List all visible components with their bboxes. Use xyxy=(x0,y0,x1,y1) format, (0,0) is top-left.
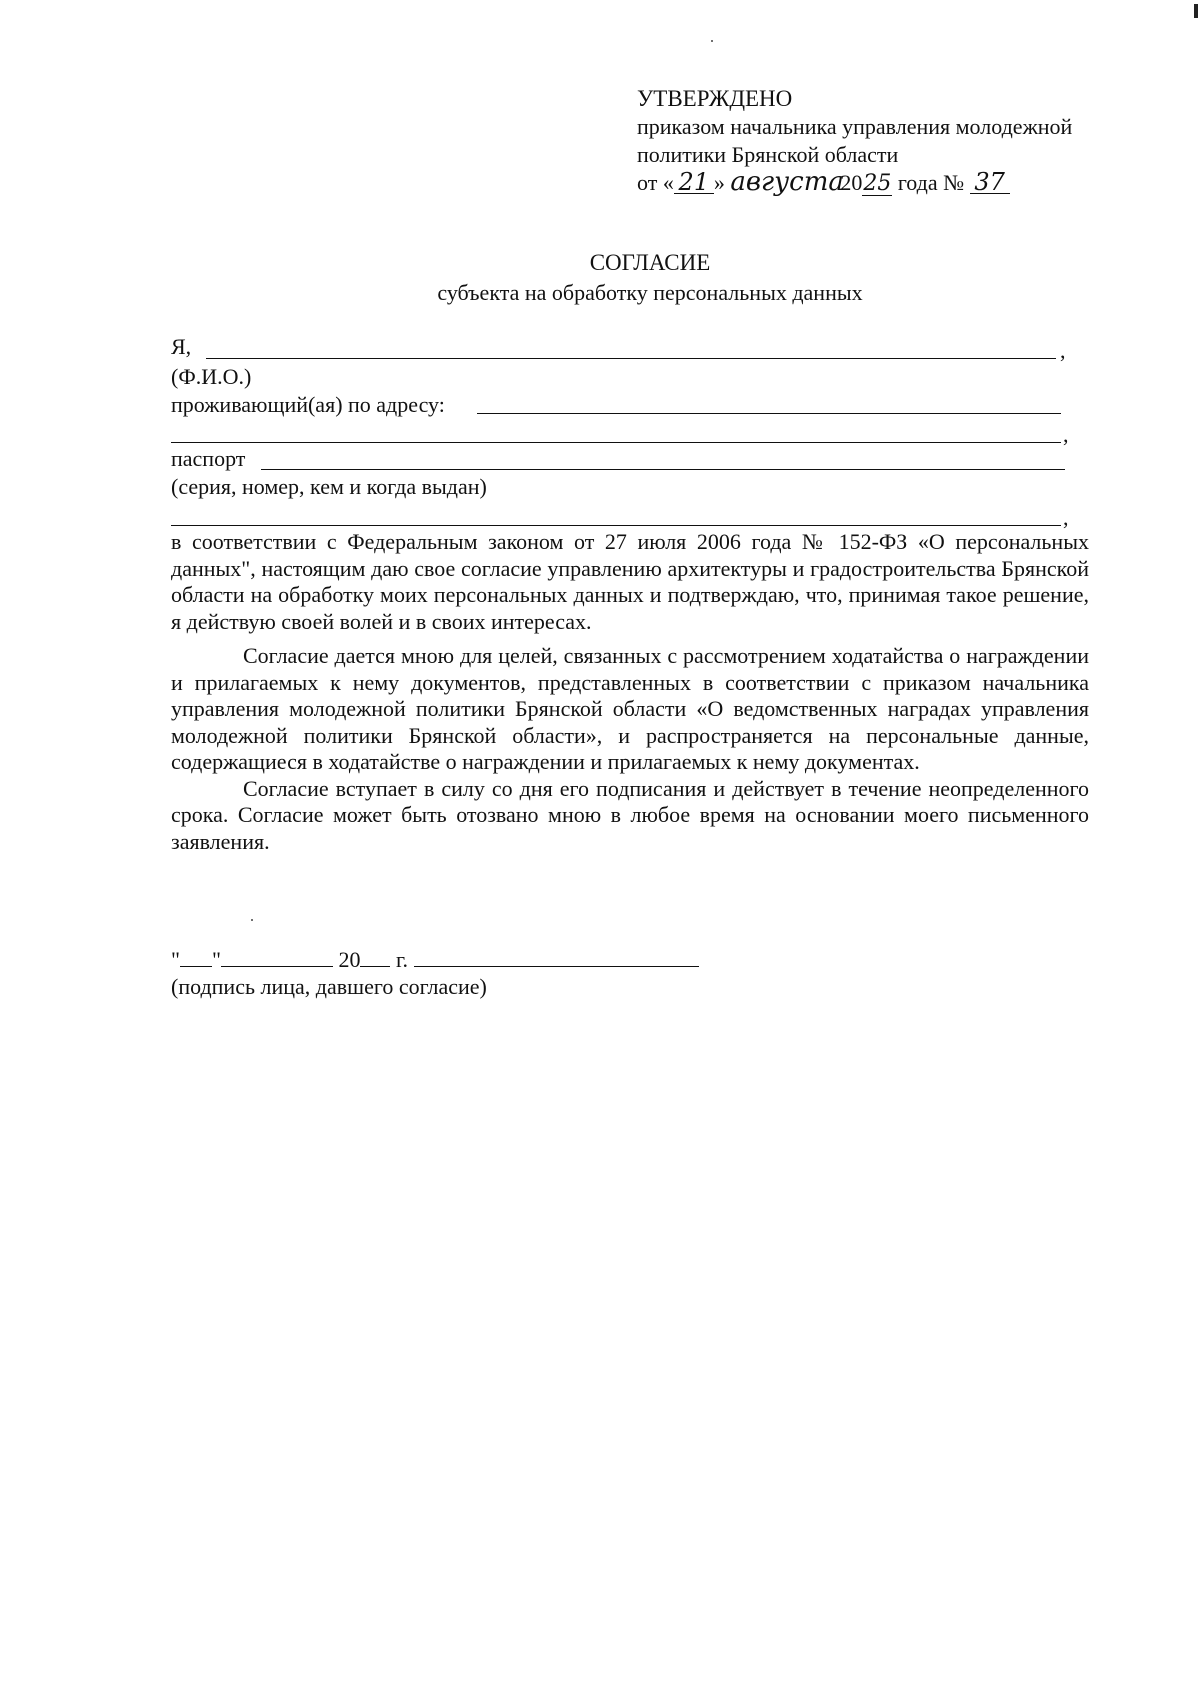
fio-comma: , xyxy=(1060,338,1066,363)
year-word: года № xyxy=(897,170,965,195)
passport-field[interactable] xyxy=(261,469,1065,470)
handwritten-year: 25 xyxy=(863,171,892,196)
sig-month-field[interactable] xyxy=(221,946,333,967)
approval-line-1: приказом начальника управления молодежной xyxy=(637,114,1073,139)
approval-line-2: политики Брянской области xyxy=(637,142,899,167)
document-subtitle: субъекта на обработку персональных данных xyxy=(437,280,863,305)
i-label: Я, xyxy=(171,334,192,359)
address-label: проживающий(ая) по адресу: xyxy=(171,392,445,417)
address-comma: , xyxy=(1063,422,1069,447)
fio-field[interactable] xyxy=(206,358,1056,359)
signature-date-line xyxy=(171,946,699,973)
consent-paragraph-2: Согласие дается мною для целей, связанных с рассмотрением ходатайства о награждении и прилагаемых к нему документов, представленных в соответствии с приказом начальника управления молодежной политики Брянской области «О ведомственных наградах управления молодежной политики Брянской области», и распространяется на персональные данные, содержащиеся в ходатайстве о награждении и прилагаемых к нему документах. xyxy=(171,643,1089,774)
scan-speck xyxy=(711,40,713,42)
sig-day-field[interactable] xyxy=(180,946,212,967)
fio-label: (Ф.И.О.) xyxy=(171,364,252,389)
approval-date-line xyxy=(637,167,1010,197)
sig-year-field[interactable] xyxy=(360,946,390,967)
scan-speck xyxy=(1194,4,1198,18)
passport-comma: , xyxy=(1063,505,1069,530)
sig-year-prefix: 20 xyxy=(338,947,361,972)
consent-paragraph-3: Согласие вступает в силу со дня его подписания и действует в течение неопределенного срока. Согласие может быть отозвано мною в любое время на основании моего письменного заявления. xyxy=(171,775,1089,854)
consent-paragraph-1: в соответствии с Федеральным законом от 27 июля 2006 года № 152-ФЗ «О персональных данных", настоящим даю свое согласие управлению архитектуры и градостроительства Брянской области на обработку моих персональных данных и подтверждаю, что, принимая такое решение, я действую своей волей и в своих интересах. xyxy=(171,529,1089,634)
handwritten-day: 21 xyxy=(674,171,714,194)
handwritten-number: 37 xyxy=(970,171,1010,194)
passport-hint: (серия, номер, кем и когда выдан) xyxy=(171,474,487,499)
address-field-2[interactable] xyxy=(171,442,1061,443)
consent-body xyxy=(171,529,1089,855)
quote-close: » xyxy=(713,170,725,195)
year-prefix: 20 xyxy=(840,170,863,195)
address-field-1[interactable] xyxy=(477,413,1061,414)
signature-caption: (подпись лица, давшего согласие) xyxy=(171,974,487,999)
sig-quote-close: " xyxy=(211,947,221,972)
from-prefix: от « xyxy=(637,170,674,195)
handwritten-month: августа xyxy=(730,167,844,197)
sig-year-word: г. xyxy=(395,947,409,972)
passport-label: паспорт xyxy=(171,446,246,471)
signature-field[interactable] xyxy=(414,946,699,967)
document-title: СОГЛАСИЕ xyxy=(589,250,711,275)
passport-field-2[interactable] xyxy=(171,525,1061,526)
sig-quote-open: " xyxy=(171,947,180,972)
scan-speck xyxy=(251,919,253,921)
approval-title: УТВЕРЖДЕНО xyxy=(637,86,793,111)
